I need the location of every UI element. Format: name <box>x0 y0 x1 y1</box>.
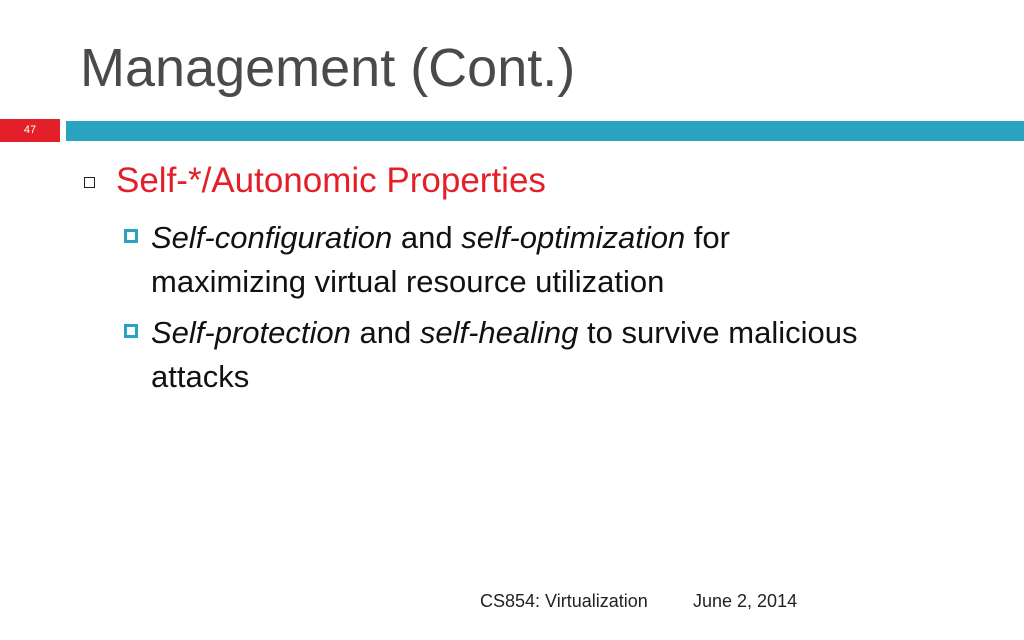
slide-title: Management (Cont.) <box>80 38 576 98</box>
footer-course: CS854: Virtualization <box>480 591 648 611</box>
square-bullet-icon <box>124 229 138 243</box>
slide-number-badge: 47 <box>0 119 60 142</box>
term-self-configuration: Self-configuration <box>151 220 393 255</box>
bullet-level2-text <box>151 311 871 399</box>
bullet-rest-text: for maximizing virtual resource utilization <box>151 220 730 299</box>
bullet-level1-text: Self-*/Autonomic Properties <box>116 161 546 200</box>
term-self-optimization: self-optimization <box>461 220 686 255</box>
bullet-rest-text: to survive malicious attacks <box>151 315 858 394</box>
term-self-protection: Self-protection <box>151 315 351 350</box>
joiner-text: and <box>350 315 420 350</box>
bullet-level2-text <box>151 216 871 304</box>
title-rule-bar <box>66 121 1024 141</box>
square-bullet-icon <box>124 324 138 338</box>
joiner-text: and <box>392 220 462 255</box>
hollow-square-icon <box>84 177 95 188</box>
footer-date: June 2, 2014 <box>693 591 798 611</box>
term-self-healing: self-healing <box>419 315 579 350</box>
